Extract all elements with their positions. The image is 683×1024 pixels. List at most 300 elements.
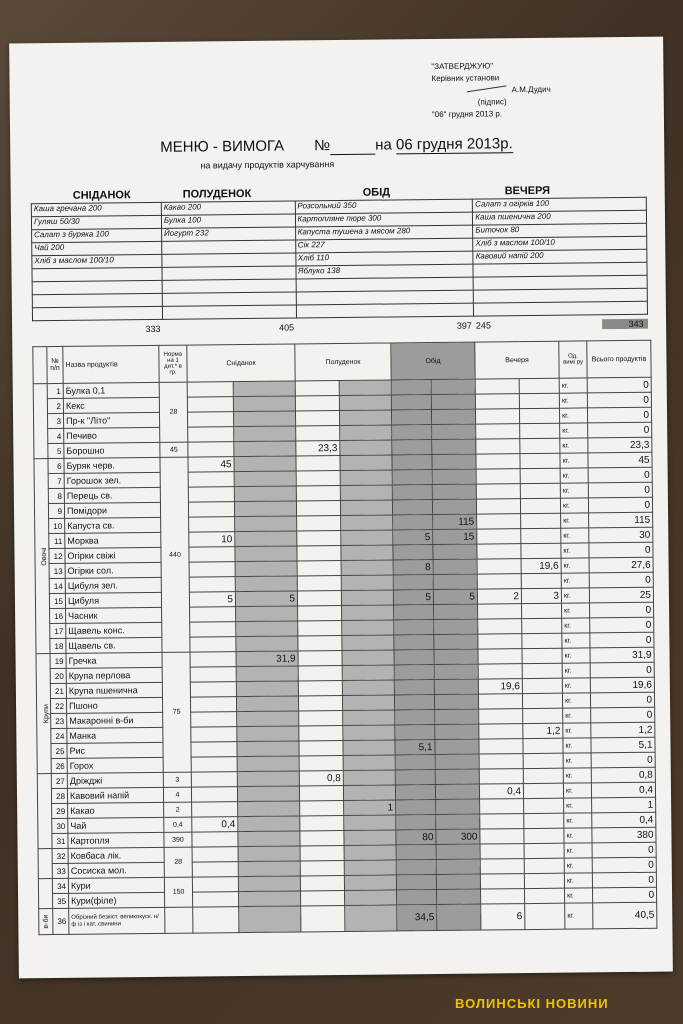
row-number: 28 [51,788,67,803]
meal-quantity [191,772,237,787]
meal-quantity [298,650,342,665]
row-number: 20 [50,668,66,683]
meal-quantity [295,381,339,396]
meal-quantity [432,439,476,454]
meal-quantity [297,561,341,576]
meal-quantity [299,755,343,770]
meal-quantity [479,724,523,739]
product-name: Булка 0,1 [63,382,159,398]
meal-quantity [300,800,344,815]
meal-quantity [342,635,394,651]
product-name: Крупа пшенична [66,682,162,698]
meal-quantity [392,470,432,485]
meal-quantity [235,531,297,547]
menu-header: ВЕЧЕРЯ [504,184,551,198]
product-name: Помідори [64,502,160,518]
unit-label: кг. [562,693,590,708]
col-header-total: Всього продуктів [587,340,651,378]
meal-quantity [235,546,297,562]
unit-label: кг. [565,888,593,903]
meal-quantity [297,516,341,531]
meal-quantity [396,875,436,890]
row-number: 24 [51,728,67,743]
meal-quantity [391,410,431,425]
meal-quantity [475,394,519,409]
unit-label: кг. [562,663,590,678]
meal-quantity [520,468,560,483]
total-value: 0 [592,842,656,858]
col-header-idx: № п/п [47,346,63,383]
row-number: 29 [52,803,68,818]
meal-quantity [190,607,236,622]
product-name: Какао [68,802,164,818]
product-name: Картопля [68,832,164,848]
total-value: 27,6 [589,557,653,573]
meal-quantity [435,769,479,784]
meal-quantity [191,742,237,757]
meal-quantity [479,754,523,769]
unit-label: кг. [562,678,590,693]
total-value: 0 [590,632,654,648]
document-sheet [9,37,673,979]
meal-quantity [524,798,564,813]
meal-quantity [339,395,391,411]
unit-label: кг. [564,873,592,888]
group-header [33,347,47,384]
meal-quantity [190,652,236,667]
meal-quantity: 10 [189,532,235,547]
unit-label: кг. [561,588,589,603]
meal-quantity [522,633,562,648]
total-value: 0 [588,467,652,483]
row-number: 14 [49,578,65,593]
unit-label: кг. [560,468,588,483]
meal-quantity [188,487,234,502]
meal-quantity [341,545,393,561]
total-value: 25 [589,587,653,603]
number-blank [330,137,375,155]
meal-quantity [480,799,524,814]
row-number: 11 [49,533,65,548]
meal-quantity [189,577,235,592]
total-value: 40,5 [593,902,657,929]
row-number: 15 [49,593,65,608]
unit-label: кг. [564,843,592,858]
meal-quantity [394,665,434,680]
meal-quantity [393,575,433,590]
meal-quantity [340,470,392,486]
meal-quantity [477,574,521,589]
menu-cell: Розсольний 350 [295,199,473,214]
menu-cell: Хліб з маслом 100/10 [473,236,647,251]
meal-quantity [343,740,395,756]
meal-quantity: 2 [477,589,521,604]
meal-quantity [435,784,479,799]
meal-quantity: 0,4 [192,817,238,832]
group-label-text: Крупи [43,704,51,724]
meal-quantity [298,635,342,650]
meal-quantity [477,514,521,529]
meal-quantity [342,665,394,681]
meal-quantity [238,861,300,877]
total-value: 0 [591,707,655,723]
meal-quantity [340,425,392,441]
meal-quantity [476,469,520,484]
norm-value: 0,4 [164,817,192,832]
meal-quantity [433,574,477,589]
meal-quantity [432,484,476,499]
product-name: Борошно [64,442,160,458]
row-number: 23 [51,713,67,728]
unit-label: кг. [564,813,592,828]
meal-quantity [237,741,299,757]
total-value: 1 [592,797,656,813]
meal-quantity [342,695,394,711]
product-name: Крупа перлова [66,667,162,683]
meal-quantity [523,708,563,723]
product-name: Кури(філе) [69,892,165,908]
meal-quantity [522,678,562,693]
product-name: Буряк черв. [64,457,160,473]
meal-quantity: 5 [393,590,433,605]
meal-quantity: 115 [433,514,477,529]
menu-total-overall: 343 [602,319,648,329]
meal-quantity [237,786,299,802]
meal-quantity [393,545,433,560]
row-number: 9 [48,503,64,518]
row-number: 16 [50,608,66,623]
meal-quantity [392,500,432,515]
total-value: 0 [591,752,655,768]
unit-label: кг. [560,438,588,453]
meal-quantity [345,905,397,932]
meal-quantity [341,575,393,591]
menu-cell: Хліб 110 [295,251,473,266]
row-number: 30 [52,818,68,833]
unit-label: кг. [561,513,589,528]
group-label-text: в-би [42,914,50,929]
meal-quantity [191,712,237,727]
col-header-lunch: Обід [391,342,475,380]
total-value: 1,2 [591,722,655,738]
unit-label: кг. [561,558,589,573]
meal-quantity [340,455,392,471]
menu-cell: Йогурт 232 [161,227,295,241]
norm-value: 2 [164,802,192,817]
meal-quantity [479,739,523,754]
meal-quantity [189,562,235,577]
total-value: 0 [590,692,654,708]
menu-cell: Гуляш 50/30 [31,215,161,229]
meal-quantity: 5 [235,591,297,607]
menu-cell: Биточок 80 [473,223,647,238]
meal-quantity [431,379,475,394]
meal-quantity [235,561,297,577]
meal-quantity [344,845,396,861]
row-number: 1 [47,383,63,398]
product-name: Щавель конс. [66,622,162,638]
product-name: Горох [67,757,163,773]
menu-cell: Капуста тушена з мясом 280 [295,225,473,240]
col-header-name: Назва продуктів [63,345,159,383]
meal-quantity [478,694,522,709]
meal-quantity [191,757,237,772]
unit-label: кг. [563,753,591,768]
menu-total: 405 [279,322,295,333]
meal-quantity [479,769,523,784]
menu-cell: Сік 227 [295,238,473,253]
meal-quantity [191,727,237,742]
total-value: 0 [592,872,656,888]
product-name: Манка [67,727,163,743]
total-value: 0 [589,572,653,588]
col-header-norm: Норма на 1 дит.* в гр. [159,345,187,382]
meal-quantity [478,634,522,649]
meal-quantity [341,515,393,531]
meal-quantity [519,393,559,408]
meal-quantity [188,502,234,517]
total-value: 0 [587,377,651,393]
unit-label: кг. [563,738,591,753]
total-value: 0 [590,602,654,618]
meal-quantity [477,544,521,559]
meal-quantity [237,756,299,772]
meal-quantity [475,379,519,394]
meal-quantity [236,606,298,622]
row-number: 12 [49,548,65,563]
meal-quantity [394,620,434,635]
menu-total-dinner-cell [474,314,648,330]
meal-quantity [300,830,344,845]
product-name: Часник [66,607,162,623]
meal-quantity [296,471,340,486]
product-name: Ковбаса лік. [68,847,164,863]
meal-quantity [520,498,560,513]
meal-quantity [478,619,522,634]
meal-quantity [393,515,433,530]
meal-quantity [188,472,234,487]
product-name: Дріжджі [67,772,163,788]
meal-quantity [478,664,522,679]
meal-quantity [433,544,477,559]
meal-quantity [189,517,235,532]
meal-quantity [299,785,343,800]
unit-label: кг. [564,798,592,813]
number-label: № [314,137,331,155]
group-label [38,849,52,879]
meal-quantity [340,485,392,501]
total-value: 0 [588,482,652,498]
meal-quantity: 19,6 [521,558,561,573]
group-label [39,909,53,935]
meal-quantity [339,380,391,396]
approval-stamp [431,60,551,121]
meal-quantity [341,560,393,576]
page-title [160,135,513,157]
meal-quantity: 300 [436,829,480,844]
meal-quantity [391,380,431,395]
products-table [32,340,657,935]
meal-quantity [521,528,561,543]
row-number: 18 [50,638,66,653]
meal-quantity [475,409,519,424]
meal-quantity [237,771,299,787]
meal-quantity [238,831,300,847]
meal-quantity [479,709,523,724]
meal-quantity [436,799,480,814]
unit-label: кг. [562,648,590,663]
total-value: 0 [590,617,654,633]
total-value: 0 [588,422,652,438]
product-name: Огірки свіжі [65,547,161,563]
meal-quantity [189,547,235,562]
unit-label: кг. [559,393,587,408]
total-value: 0 [588,407,652,423]
menu-table [31,197,648,335]
meal-quantity [187,397,233,412]
meal-quantity [524,828,564,843]
row-number: 4 [48,428,64,443]
meal-quantity: 80 [396,830,436,845]
meal-quantity [187,382,233,397]
meal-quantity [340,440,392,456]
total-value: 0 [592,857,656,873]
meal-quantity [190,622,236,637]
meal-quantity: 5 [189,592,235,607]
meal-quantity [342,605,394,621]
row-number: 6 [48,458,64,473]
meal-quantity [476,424,520,439]
meal-quantity [394,605,434,620]
menu-cell: Яблуко 138 [295,264,473,279]
meal-quantity [234,441,296,457]
total-value: 0 [590,662,654,678]
meal-quantity [187,412,233,427]
meal-quantity [395,725,435,740]
meal-quantity [395,755,435,770]
meal-quantity [237,726,299,742]
meal-quantity [431,409,475,424]
meal-quantity [522,648,562,663]
meal-quantity: 5,1 [395,740,435,755]
meal-quantity [432,499,476,514]
norm-value: 390 [164,832,192,847]
meal-quantity: 0,4 [479,784,523,799]
meal-quantity [234,501,296,517]
menu-cell: Каша гречана 200 [31,202,161,216]
group-label [36,654,51,774]
col-header-unit: Од. вимі ру [559,341,587,378]
meal-quantity: 6 [481,904,525,930]
meal-quantity [193,892,239,907]
product-name: Печиво [64,427,160,443]
meal-quantity [520,423,560,438]
meal-quantity [343,785,395,801]
meal-quantity [434,664,478,679]
unit-label: кг. [562,633,590,648]
meal-quantity [343,755,395,771]
unit-label: кг. [562,618,590,633]
norm-value: 28 [159,382,188,442]
meal-quantity [395,710,435,725]
menu-total: 333 [145,323,161,335]
unit-label: кг. [561,543,589,558]
meal-quantity [298,605,342,620]
meal-quantity [477,529,521,544]
meal-quantity [188,427,234,442]
total-value: 0 [589,542,653,558]
meal-quantity [436,814,480,829]
unit-label: кг. [559,378,587,393]
product-name: Кури [68,877,164,893]
product-name: Кавовий напій [67,787,163,803]
meal-quantity: 1 [344,800,396,816]
meal-quantity: 8 [393,560,433,575]
menu-cell: Салат з буряка 100 [32,228,162,242]
meal-quantity [392,425,432,440]
menu-cell: Чай 200 [32,241,162,255]
group-label [37,774,52,849]
unit-label: кг. [560,498,588,513]
row-number: 22 [50,698,66,713]
unit-label: кг. [562,603,590,618]
menu-cell: Какао 200 [161,201,295,215]
meal-quantity [344,875,396,891]
norm-value: 4 [163,787,191,802]
meal-quantity [192,847,238,862]
meal-quantity [301,890,345,905]
meal-quantity [296,501,340,516]
norm-value [165,907,193,933]
meal-quantity: 0,8 [299,770,343,785]
total-value: 0,8 [591,767,655,783]
total-value: 0 [587,392,651,408]
total-value: 380 [592,827,656,843]
menu-header: СНІДАНОК [72,189,131,202]
col-header-snack: Полуденок [295,343,391,381]
norm-value: 45 [160,442,188,457]
meal-quantity [520,483,560,498]
meal-quantity [238,816,300,832]
menu-cell: Каша пшенична 200 [473,210,647,225]
meal-quantity [521,573,561,588]
unit-label: кг. [560,453,588,468]
meal-quantity: 15 [433,529,477,544]
meal-quantity [434,649,478,664]
meal-quantity: 31,9 [236,651,298,667]
total-value: 45 [588,452,652,468]
meal-quantity [296,426,340,441]
meal-quantity [522,618,562,633]
meal-quantity [523,768,563,783]
meal-quantity [342,620,394,636]
meal-quantity [524,843,564,858]
meal-quantity [436,874,480,889]
product-name: Горошок зел. [64,472,160,488]
meal-quantity [523,783,563,798]
total-value: 0 [593,887,657,903]
meal-quantity [521,543,561,558]
row-number: 2 [47,398,63,413]
meal-quantity [341,590,393,606]
meal-quantity [396,845,436,860]
approval-line: Керівник установи [431,73,500,84]
meal-quantity [523,753,563,768]
approval-line: (підпис) [477,97,507,107]
meal-quantity [301,905,345,931]
meal-quantity [394,650,434,665]
group-label [38,879,52,909]
